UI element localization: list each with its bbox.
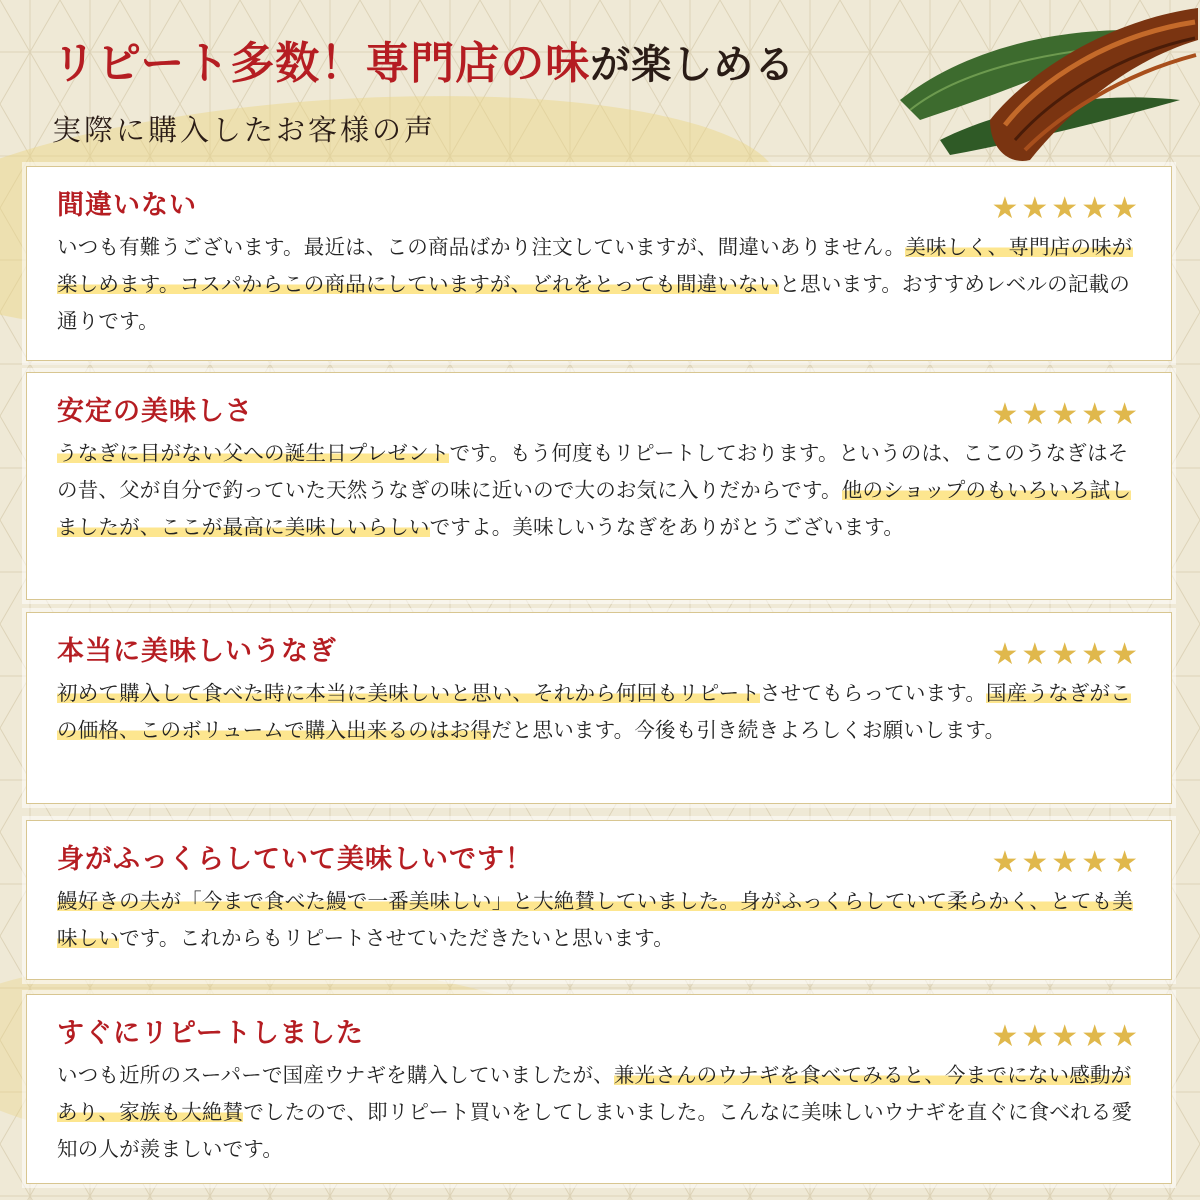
highlighted-text: 美味しく、専門店の味が楽しめます。コスパからこの商品にしていますが、どれをとっても間違いない xyxy=(57,235,1133,296)
review-card xyxy=(26,372,1172,600)
review-card xyxy=(26,820,1172,980)
page-subtitle: 実際に購入したお客様の声 xyxy=(52,113,437,147)
review-body xyxy=(57,435,1143,546)
title-highlight-specialty: 専門店の味 xyxy=(365,38,591,89)
highlighted-text: 兼光さんのウナギを食べてみると、今までにない感動があり、家族も大絶賛 xyxy=(57,1063,1132,1124)
review-title: すぐにリピートしました xyxy=(57,1018,364,1049)
five-star-rating: ★★★★★ xyxy=(991,1019,1141,1054)
review-card xyxy=(26,612,1172,804)
highlighted-text: 他のショップのもいろいろ試しましたが、ここが最高に美味しいらしい xyxy=(57,478,1132,539)
review-text: ですよ。美味しいうなぎをありがとうございます。 xyxy=(429,515,905,539)
review-card xyxy=(26,994,1172,1184)
review-body xyxy=(57,883,1143,957)
review-text: です。これからもリピートさせていただきたいと思います。 xyxy=(119,926,674,950)
review-text: いつも有難うございます。最近は、この商品ばかり注文していますが、間違いありません。 xyxy=(57,235,906,259)
highlighted-text: 初めて購入して食べた時に本当に美味しいと思い、それから何回もリピート xyxy=(57,681,760,705)
review-body xyxy=(57,1057,1143,1168)
highlighted-text: 国産うなぎがこの価格、このボリュームで購入出来るのはお得 xyxy=(57,681,1131,742)
page-title xyxy=(52,34,795,95)
review-body xyxy=(57,675,1143,749)
review-card xyxy=(26,166,1172,361)
five-star-rating: ★★★★★ xyxy=(991,637,1141,672)
review-body xyxy=(57,229,1143,340)
review-title: 身がふっくらしていて美味しいです！ xyxy=(57,844,533,875)
highlighted-text: うなぎに目がない父への誕生日プレゼント xyxy=(57,441,450,465)
title-highlight-repeat: リピート多数！ xyxy=(52,38,366,89)
review-text: でしたので、即リピート買いをしてしまいました。こんなに美味しいウナギを直ぐに食べれる愛知の人が羨ましいです。 xyxy=(57,1100,1133,1161)
review-text: させてもらっています。 xyxy=(759,681,987,705)
five-star-rating: ★★★★★ xyxy=(991,845,1141,880)
review-title: 安定の美味しさ xyxy=(57,396,253,427)
highlighted-text: 鰻好きの夫が「今まで食べた鰻で一番美味しい」と大絶賛していました。身がふっくらしていて柔らかく、とても美味しい xyxy=(57,889,1133,950)
review-text: だと思います。今後も引き続きよろしくお願いします。 xyxy=(491,718,1006,742)
five-star-rating: ★★★★★ xyxy=(991,397,1141,432)
review-title: 間違いない xyxy=(57,190,197,221)
grilled-eel-on-leaves-icon xyxy=(880,0,1200,175)
review-title: 本当に美味しいうなぎ xyxy=(57,636,337,667)
review-text: いつも近所のスーパーで国産ウナギを購入していましたが、 xyxy=(57,1063,614,1087)
five-star-rating: ★★★★★ xyxy=(991,191,1141,226)
review-text: です。もう何度もリピートしております。というのは、ここのうなぎはその昔、父が自分で釣っていた天然うなぎの味に近いので大のお気に入りだからです。 xyxy=(57,441,1129,502)
title-suffix: が楽しめる xyxy=(590,41,796,88)
review-text: と思います。おすすめレベルの記載の通りです。 xyxy=(57,272,1130,333)
